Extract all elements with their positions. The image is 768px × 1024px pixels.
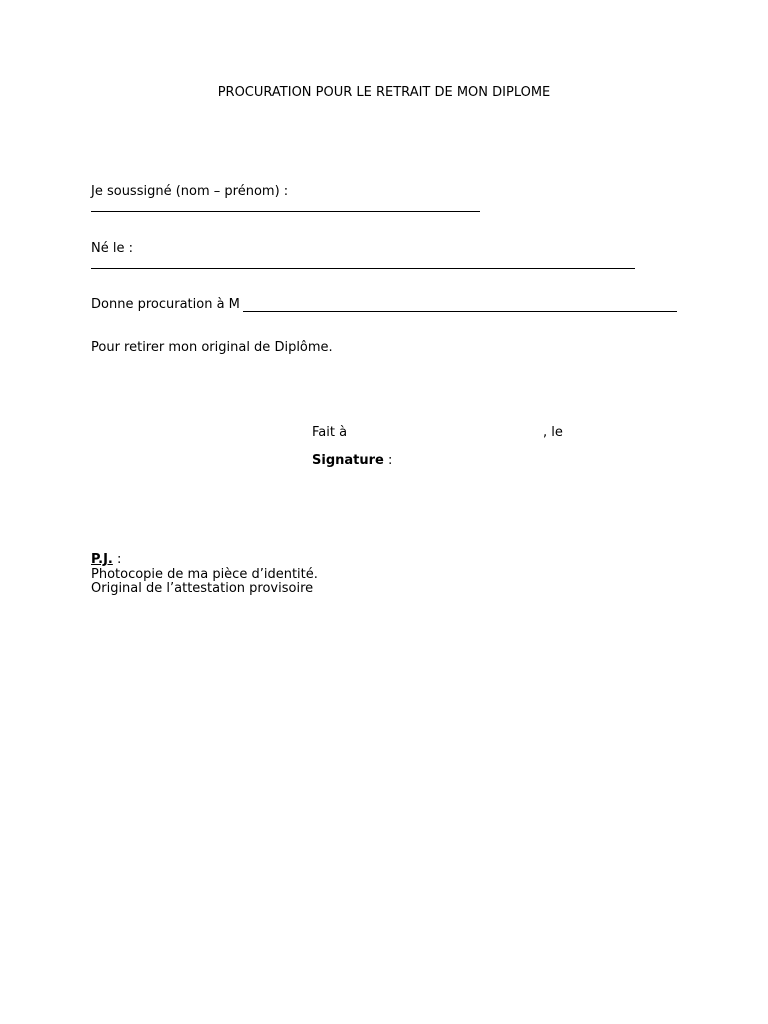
attachments-label: P.J.: [91, 552, 113, 567]
attachment-item: Photocopie de ma pièce d’identité.: [91, 567, 318, 582]
date-label: , le: [543, 425, 563, 440]
signature-colon: :: [383, 453, 393, 468]
procuration-label: Donne procuration à M: [91, 297, 240, 312]
attachments-colon: :: [112, 552, 122, 567]
attachments-heading: [91, 552, 121, 568]
soussigne-line[interactable]: [91, 211, 480, 212]
signature-label: Signature: [312, 453, 384, 468]
fait-a-label: Fait à: [312, 425, 348, 440]
soussigne-label: Je soussigné (nom – prénom) :: [91, 184, 289, 199]
document-title: PROCURATION POUR LE RETRAIT DE MON DIPLOME: [217, 85, 551, 100]
attachment-item: Original de l’attestation provisoire: [91, 581, 314, 596]
signature-label-row: [312, 453, 392, 469]
ne-le-label: Né le :: [91, 241, 133, 256]
ne-le-line[interactable]: [91, 268, 635, 269]
purpose-text: Pour retirer mon original de Diplôme.: [91, 340, 333, 355]
procuration-line[interactable]: [243, 311, 677, 312]
